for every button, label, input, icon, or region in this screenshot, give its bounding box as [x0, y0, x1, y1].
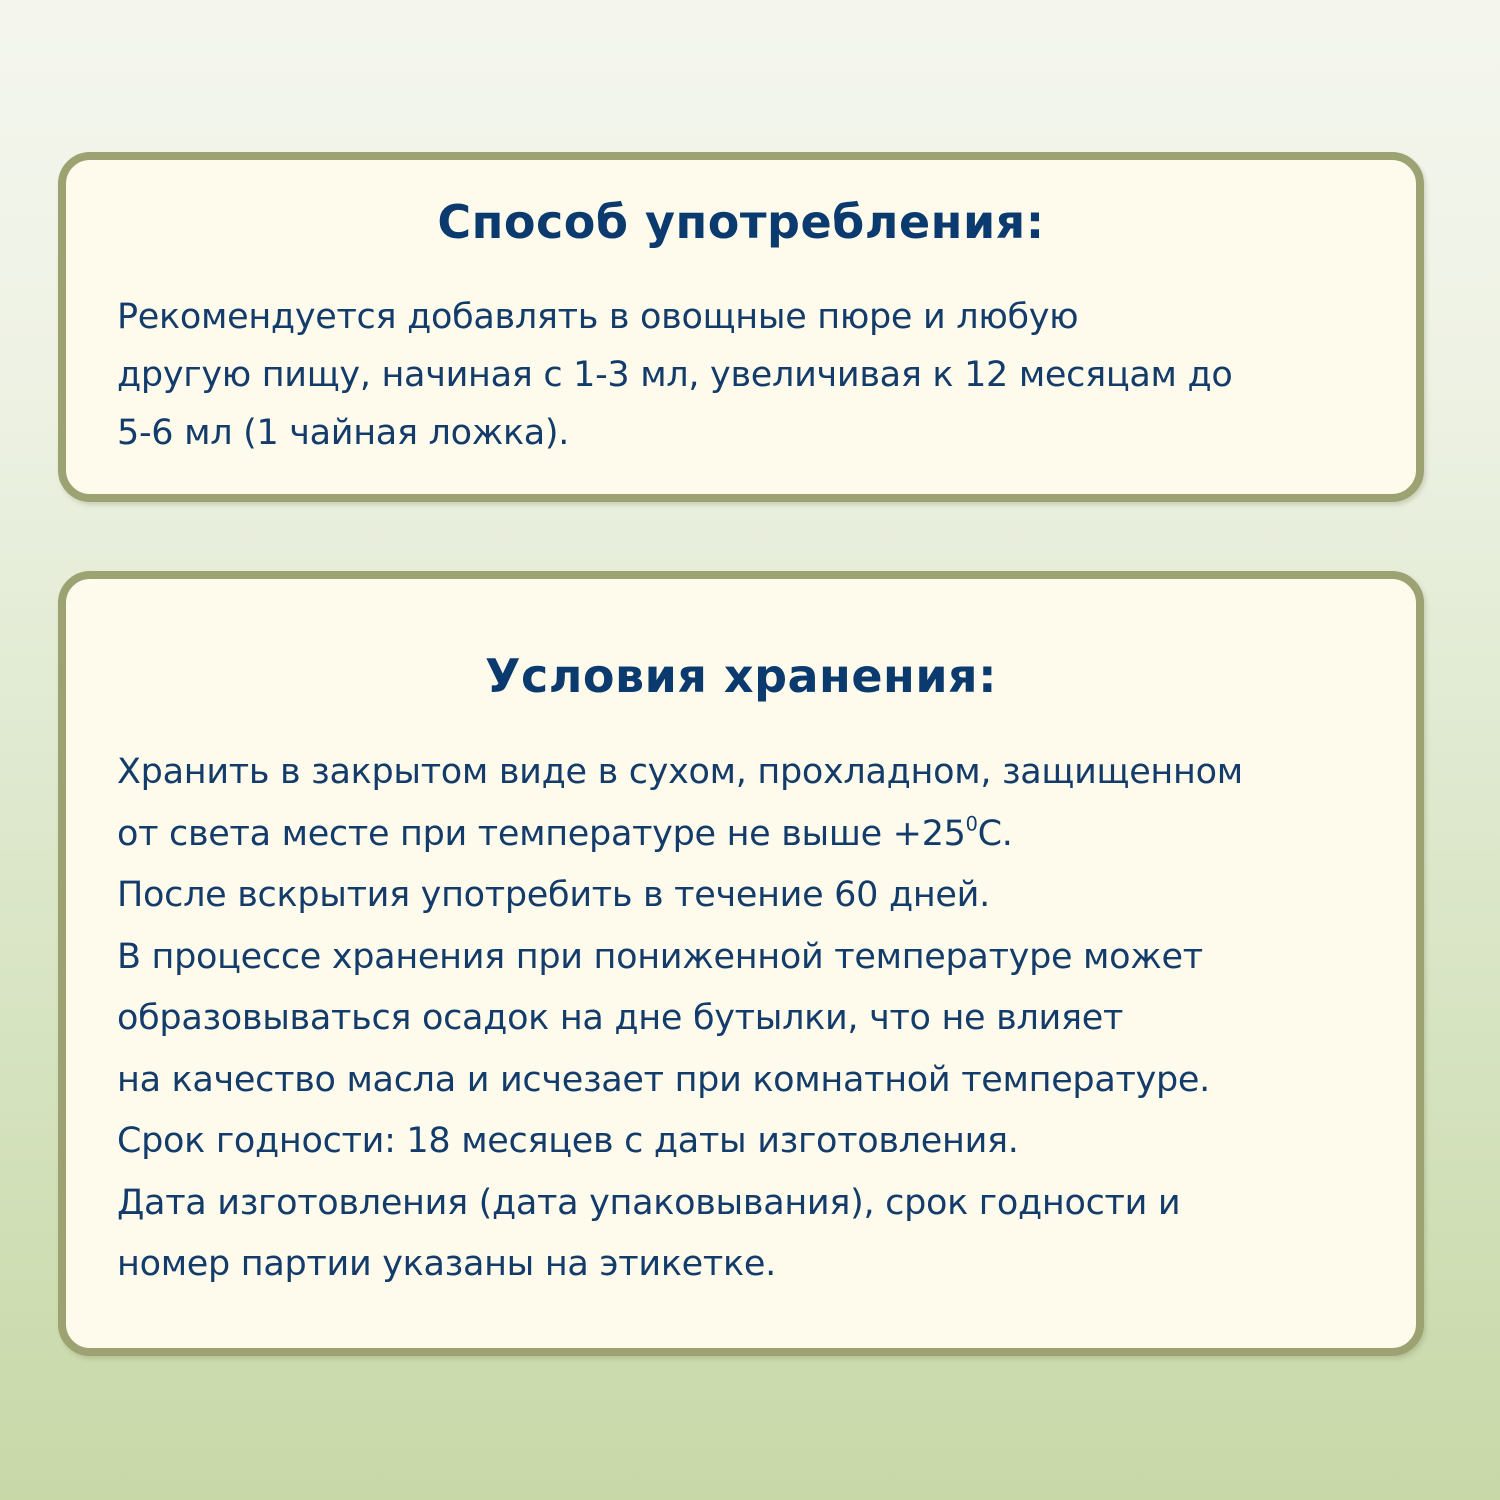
temperature-unit: С.	[977, 813, 1013, 854]
degree-sign: 0	[965, 812, 978, 836]
storage-text	[117, 742, 1376, 1296]
storage-title: Условия хранения:	[485, 649, 997, 703]
usage-card	[58, 152, 1424, 502]
usage-line: Рекомендуется добавлять в овощные пюре и любую	[117, 297, 1079, 337]
storage-line: на качество масла и исчезает при комнатной температуре.	[117, 1059, 1210, 1100]
storage-line: Срок годности: 18 месяцев с даты изготовления.	[117, 1121, 1019, 1161]
storage-line-temperature-text: от света месте при температуре не выше +25	[117, 813, 966, 854]
storage-line: номер партии указаны на этикетке.	[117, 1244, 776, 1284]
storage-line: После вскрытия употребить в течение 60 дней.	[117, 875, 990, 915]
storage-card	[58, 571, 1424, 1356]
storage-line: В процессе хранения при пониженной температуре может	[117, 936, 1203, 977]
usage-title: Способ употребления:	[437, 195, 1045, 249]
usage-text	[117, 288, 1376, 462]
storage-line: Хранить в закрытом виде в сухом, прохладном, защищенном	[117, 752, 1243, 792]
storage-line: образовываться осадок на дне бутылки, что не влияет	[117, 998, 1124, 1038]
storage-line: Дата изготовления (дата упаковывания), срок годности и	[117, 1182, 1181, 1223]
storage-line-temperature	[117, 804, 1376, 866]
usage-line: 5-6 мл (1 чайная ложка).	[117, 413, 570, 453]
usage-line: другую пищу, начиная с 1-3 мл, увеличивая к 12 месяцам до	[117, 355, 1233, 395]
